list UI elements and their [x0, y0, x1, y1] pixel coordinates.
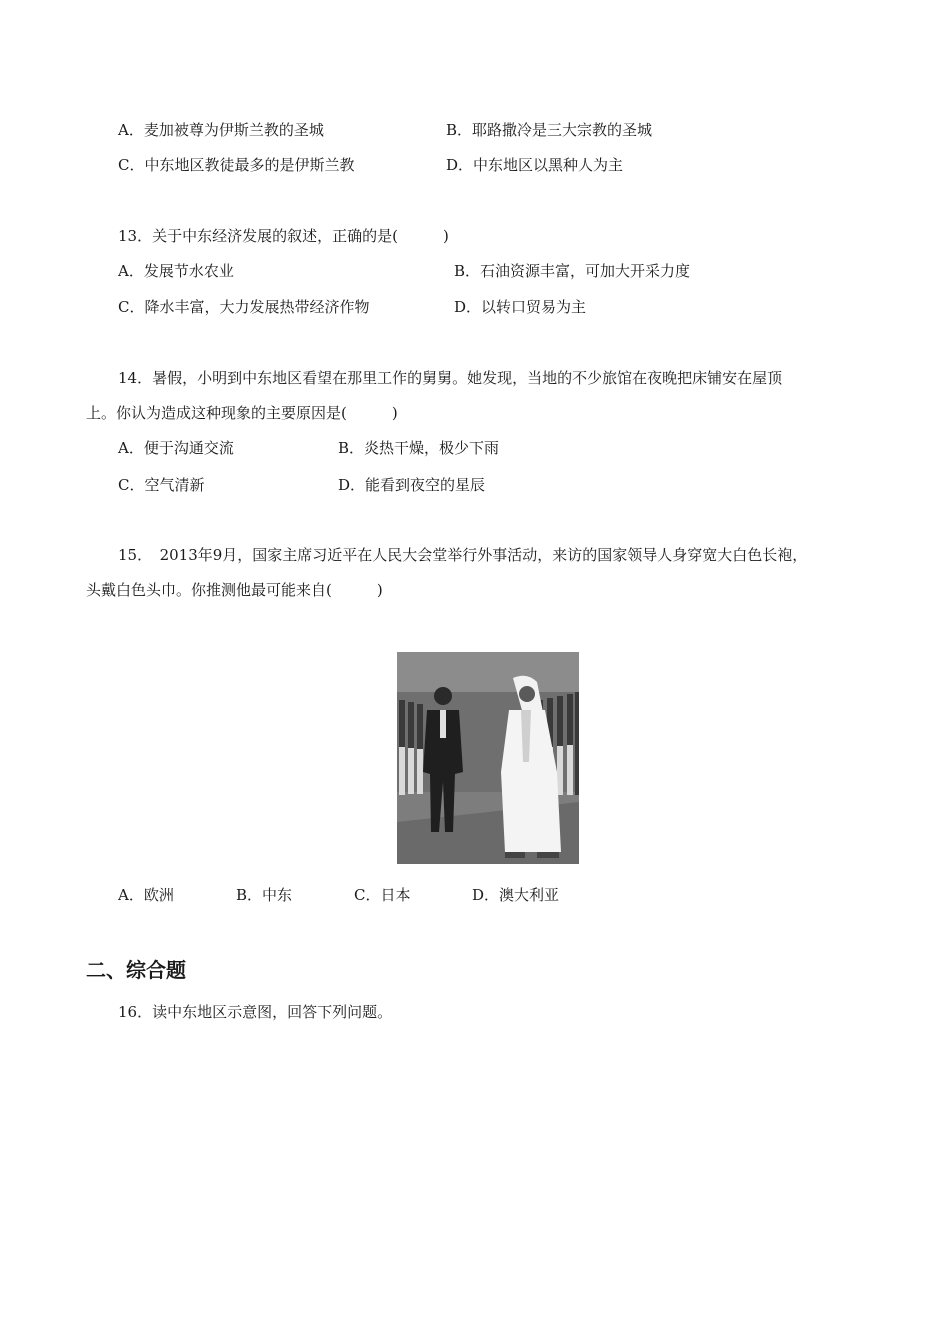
- q13-option-b: B．石油资源丰富，可加大开采力度: [454, 262, 691, 280]
- q13-option-a: A．发展节水农业: [118, 262, 234, 280]
- q14-stem-line1: 14．暑假，小明到中东地区看望在那里工作的舅舅。她发现，当地的不少旅馆在夜晚把床铺安在屋顶: [118, 369, 783, 387]
- q12-option-d: D．中东地区以黑种人为主: [446, 156, 624, 174]
- q15-option-d: D．澳大利亚: [472, 886, 560, 904]
- q14-option-b: B．炎热干燥，极少下雨: [338, 439, 500, 457]
- q15-stem-line1: 15． 2013年9月，国家主席习近平在人民大会堂举行外事活动，来访的国家领导人身穿宽大白色长袍，: [118, 546, 808, 564]
- q14-option-d: D．能看到夜空的星辰: [338, 476, 486, 494]
- section-heading: 二、综合题: [86, 958, 186, 982]
- q13-option-d: D．以转口贸易为主: [454, 298, 587, 316]
- q15-option-a: A．欧洲: [118, 886, 174, 904]
- leaders-photo: [397, 652, 579, 864]
- q15-option-c: C．日本: [354, 886, 411, 904]
- q13-option-c: C．降水丰富，大力发展热带经济作物: [118, 298, 370, 316]
- q14-stem-line2: 上。你认为造成这种现象的主要原因是( ): [86, 404, 398, 422]
- q16-stem: 16．读中东地区示意图，回答下列问题。: [118, 1003, 393, 1021]
- q13-stem: 13．关于中东经济发展的叙述，正确的是( ): [118, 227, 449, 245]
- q14-option-a: A．便于沟通交流: [118, 439, 234, 457]
- q12-option-c: C．中东地区教徒最多的是伊斯兰教: [118, 156, 355, 174]
- q12-option-a: A．麦加被尊为伊斯兰教的圣城: [118, 121, 324, 139]
- q15-stem-line2: 头戴白色头巾。你推测他最可能来自( ): [86, 581, 383, 599]
- q14-option-c: C．空气清新: [118, 476, 205, 494]
- q12-option-b: B．耶路撒冷是三大宗教的圣城: [446, 121, 653, 139]
- q15-option-b: B．中东: [236, 886, 293, 904]
